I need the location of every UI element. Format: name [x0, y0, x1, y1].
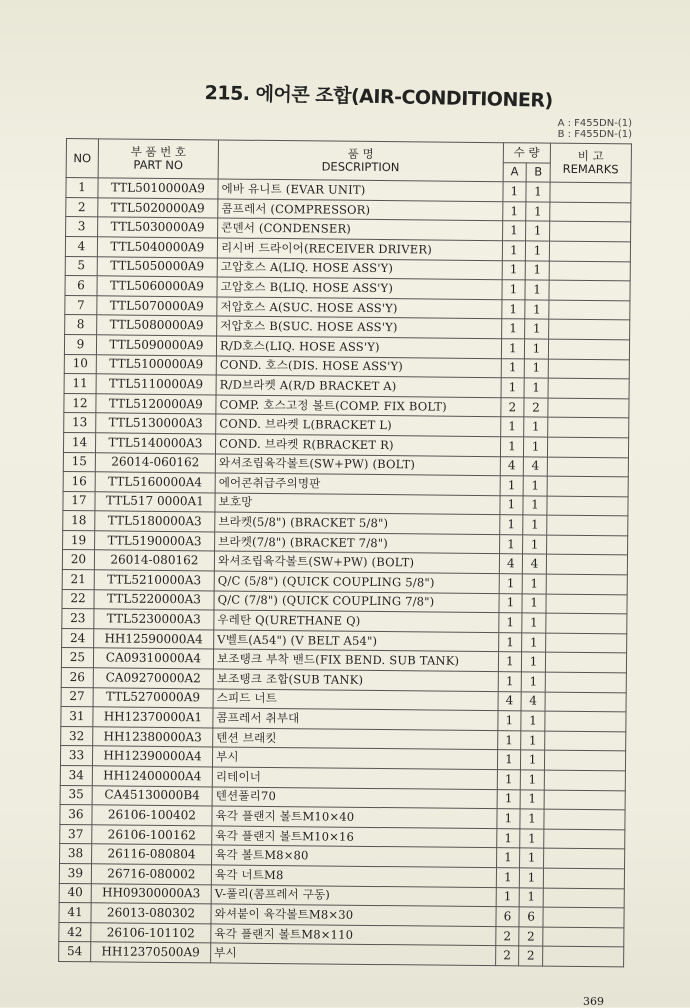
row-qty-b: 1 [520, 848, 544, 868]
row-remarks [547, 437, 628, 457]
row-part-no: 26116-080804 [91, 844, 211, 865]
row-qty-b: 1 [522, 574, 546, 594]
row-remarks [548, 398, 629, 418]
row-no: 2 [66, 197, 98, 217]
row-qty-b: 1 [522, 613, 546, 633]
row-description: 브라켓(5/8") (BRACKET 5/8") [215, 512, 500, 534]
row-no: 42 [59, 922, 91, 942]
row-qty-a: 1 [497, 711, 521, 731]
row-no: 39 [59, 863, 91, 883]
row-remarks [543, 927, 624, 947]
row-no: 19 [63, 530, 95, 550]
row-no: 14 [63, 432, 95, 452]
row-qty-b: 2 [524, 398, 548, 418]
row-remarks [546, 594, 627, 614]
row-qty-b: 1 [526, 202, 550, 222]
row-no: 23 [62, 609, 94, 629]
row-no: 54 [59, 942, 91, 962]
row-description: 육각 플랜지 볼트M10×16 [212, 826, 497, 848]
row-qty-a: 1 [496, 848, 520, 868]
row-no: 7 [65, 295, 97, 315]
row-description: 저압호스 B(SUC. HOSE ASS'Y) [217, 316, 502, 338]
row-qty-b: 1 [523, 496, 547, 516]
row-remarks [544, 770, 625, 790]
row-qty-a: 1 [502, 201, 526, 221]
row-no: 4 [65, 236, 97, 256]
row-qty-a: 1 [500, 417, 524, 437]
row-qty-a: 1 [496, 887, 520, 907]
row-remarks [545, 633, 626, 653]
row-part-no: CA09310000A4 [93, 648, 213, 669]
row-description: COND. 브라켓 L(BRACKET L) [216, 414, 501, 436]
row-part-no: TTL5110000A9 [96, 374, 216, 395]
row-remarks [546, 535, 627, 555]
row-part-no: HH12400000A4 [92, 766, 212, 787]
row-qty-b: 2 [519, 946, 543, 966]
row-no: 27 [61, 687, 93, 707]
row-description: 저압호스 A(SUC. HOSE ASS'Y) [217, 297, 502, 319]
row-no: 37 [60, 824, 92, 844]
row-no: 5 [65, 256, 97, 276]
row-part-no: TTL5080000A9 [96, 315, 216, 336]
row-qty-a: 1 [501, 339, 525, 359]
row-qty-b: 1 [522, 652, 546, 672]
row-description: 콘덴서 (CONDENSER) [218, 218, 503, 240]
header-qty-a: A [503, 162, 527, 182]
row-description: V벨트(A54") (V BELT A54") [214, 630, 499, 652]
row-part-no: CA09270000A2 [93, 668, 213, 689]
row-part-no: 26013-080302 [91, 903, 211, 924]
row-part-no: 26106-101102 [91, 923, 211, 944]
header-part-en: PART NO [133, 157, 184, 173]
row-remarks [545, 672, 626, 692]
row-no: 32 [61, 726, 93, 746]
row-description: V-풀리(콤프레서 구동) [211, 884, 496, 906]
row-remarks [542, 946, 623, 966]
row-description: 와셔조립육각볼트(SW+PW) (BOLT) [215, 453, 500, 475]
header-qty [503, 143, 550, 163]
row-qty-a: 1 [496, 868, 520, 888]
row-part-no: TTL5060000A9 [97, 276, 217, 297]
row-description: 보호망 [215, 493, 500, 515]
row-qty-b: 1 [520, 868, 544, 888]
row-qty-a: 1 [498, 652, 522, 672]
row-part-no: 26716-080002 [91, 864, 211, 885]
row-remarks [543, 907, 624, 927]
row-remarks [547, 417, 628, 437]
page-title: 215. 에어콘 조합(AIR-CONDITIONER) [204, 81, 553, 112]
row-qty-b: 1 [524, 417, 548, 437]
row-no: 41 [59, 903, 91, 923]
row-qty-b: 1 [525, 260, 549, 280]
header-desc [218, 140, 503, 182]
row-description: R/D브라켓 A(R/D BRACKET A) [216, 375, 501, 397]
row-part-no: TTL5210000A3 [94, 570, 214, 591]
row-qty-a: 4 [500, 456, 524, 476]
row-qty-b: 1 [521, 711, 545, 731]
row-remarks [544, 751, 625, 771]
row-part-no: TTL5130000A3 [96, 413, 216, 434]
row-qty-a: 1 [498, 613, 522, 633]
row-description: 우레탄 Q(URETHANE Q) [214, 610, 499, 632]
row-part-no: TTL5180000A3 [95, 511, 215, 532]
row-description: Q/C (5/8") (QUICK COUPLING 5/8") [214, 571, 499, 593]
row-remarks [544, 731, 625, 751]
row-qty-a: 1 [502, 182, 526, 202]
row-no: 18 [63, 511, 95, 531]
row-no: 31 [61, 707, 93, 727]
row-qty-a: 1 [500, 437, 524, 457]
row-qty-a: 6 [496, 907, 520, 927]
row-qty-a: 4 [499, 554, 523, 574]
row-description: 와셔조립육각볼트(SW+PW) (BOLT) [214, 551, 499, 573]
row-qty-a: 1 [501, 319, 525, 339]
header-qty-b: B [526, 163, 550, 183]
row-description: 육각 플랜지 볼트M8×110 [211, 924, 496, 946]
table-row [59, 942, 624, 967]
row-part-no: TTL5070000A9 [97, 296, 217, 317]
row-qty-a: 1 [500, 476, 524, 496]
row-remarks [546, 574, 627, 594]
row-remarks [547, 515, 628, 535]
row-qty-b: 1 [520, 809, 544, 829]
row-part-no: TTL517 0000A1 [95, 491, 215, 512]
row-description: 고압호스 A(LIQ. HOSE ASS'Y) [217, 258, 502, 280]
row-no: 3 [66, 217, 98, 237]
row-qty-b: 1 [525, 280, 549, 300]
row-no: 16 [63, 472, 95, 492]
row-qty-b: 1 [522, 594, 546, 614]
row-no: 40 [59, 883, 91, 903]
row-remarks [547, 457, 628, 477]
row-qty-a: 1 [502, 221, 526, 241]
row-no: 8 [65, 315, 97, 335]
row-qty-b: 4 [521, 692, 545, 712]
row-qty-a: 1 [502, 241, 526, 261]
row-qty-a: 1 [499, 574, 523, 594]
row-description: 보조탱크 부착 밴드(FIX BEND. SUB TANK) [213, 649, 498, 671]
row-part-no: TTL5270000A9 [93, 687, 213, 708]
row-description: 육각 플랜지 볼트M10×40 [212, 806, 497, 828]
row-no: 22 [62, 589, 94, 609]
row-description: 육각 너트M8 [211, 865, 496, 887]
row-no: 15 [63, 452, 95, 472]
row-part-no: CA45130000B4 [92, 785, 212, 806]
row-remarks [543, 848, 624, 868]
row-qty-b: 1 [519, 887, 543, 907]
legend-a: A : F455DN-(1) [557, 118, 632, 129]
row-part-no: TTL5100000A9 [96, 354, 216, 375]
row-remarks [546, 613, 627, 633]
row-remarks [544, 829, 625, 849]
row-remarks [543, 868, 624, 888]
row-no: 17 [63, 491, 95, 511]
row-part-no: TTL5220000A3 [94, 589, 214, 610]
row-no: 34 [60, 765, 92, 785]
row-qty-b: 1 [525, 339, 549, 359]
row-qty-b: 1 [520, 789, 544, 809]
row-remarks [549, 241, 630, 261]
row-qty-a: 1 [499, 515, 523, 535]
row-qty-a: 1 [499, 593, 523, 613]
row-qty-b: 4 [523, 456, 547, 476]
row-qty-b: 1 [525, 300, 549, 320]
row-no: 10 [64, 354, 96, 374]
row-no: 9 [64, 334, 96, 354]
legend-b: B : F455DN-(1) [557, 129, 632, 140]
row-qty-a: 1 [497, 789, 521, 809]
header-remarks-ko: 비 고 [577, 149, 604, 164]
row-qty-b: 1 [526, 182, 550, 202]
row-qty-a: 1 [501, 299, 525, 319]
row-no: 13 [64, 413, 96, 433]
row-remarks [550, 202, 631, 222]
row-no: 11 [64, 374, 96, 394]
row-qty-b: 1 [523, 476, 547, 496]
row-qty-b: 1 [523, 515, 547, 535]
row-qty-b: 1 [524, 378, 548, 398]
row-qty-a: 2 [495, 946, 519, 966]
parts-table-body [59, 178, 631, 967]
row-part-no: TTL5190000A3 [94, 531, 214, 552]
row-qty-b: 1 [526, 221, 550, 241]
row-remarks [549, 222, 630, 242]
row-qty-b: 1 [521, 750, 545, 770]
row-qty-a: 1 [499, 535, 523, 555]
row-description: 스피드 너트 [213, 689, 498, 711]
row-qty-a: 1 [499, 495, 523, 515]
header-remarks-en: REMARKS [562, 161, 619, 177]
row-qty-b: 6 [519, 907, 543, 927]
row-qty-a: 1 [501, 378, 525, 398]
row-qty-a: 1 [497, 750, 521, 770]
row-qty-b: 1 [520, 829, 544, 849]
header-no-label: NO [73, 150, 92, 165]
row-qty-a: 4 [498, 691, 522, 711]
row-qty-a: 2 [500, 397, 524, 417]
row-remarks [549, 300, 630, 320]
row-qty-a: 1 [501, 358, 525, 378]
header-part [98, 139, 219, 179]
row-remarks [550, 182, 631, 202]
row-description: 콤프레서 취부대 [213, 708, 498, 730]
row-remarks [548, 319, 629, 339]
row-part-no: HH09300000A3 [91, 883, 211, 904]
row-remarks [544, 790, 625, 810]
row-qty-b: 1 [523, 535, 547, 555]
row-part-no: TTL5030000A9 [97, 217, 217, 238]
row-qty-b: 1 [521, 672, 545, 692]
header-part-ko: 부 품 번 호 [130, 144, 187, 160]
row-part-no: TTL5050000A9 [97, 256, 217, 277]
row-description: COMP. 호스고정 볼트(COMP. FIX BOLT) [216, 395, 501, 417]
row-no: 24 [62, 628, 94, 648]
row-qty-a: 1 [496, 828, 520, 848]
header-remarks [550, 143, 632, 183]
row-part-no: 26014-080162 [94, 550, 214, 571]
row-no: 36 [60, 805, 92, 825]
row-qty-b: 1 [525, 319, 549, 339]
row-qty-b: 1 [522, 633, 546, 653]
row-description: 콤프레서 (COMPRESSOR) [218, 199, 503, 221]
row-part-no: HH12590000A4 [93, 629, 213, 650]
row-part-no: HH12370000A1 [93, 707, 213, 728]
row-remarks [543, 888, 624, 908]
row-part-no: HH12380000A3 [93, 727, 213, 748]
row-remarks [545, 711, 626, 731]
row-no: 1 [66, 178, 98, 198]
row-remarks [549, 280, 630, 300]
parts-table [58, 138, 632, 967]
row-remarks [548, 378, 629, 398]
row-qty-a: 1 [502, 260, 526, 280]
row-description: 에바 유니트 (EVAR UNIT) [218, 179, 503, 201]
row-remarks [544, 809, 625, 829]
model-legend [558, 118, 632, 140]
page-number: 369 [583, 995, 604, 1008]
row-no: 20 [62, 550, 94, 570]
row-description: 리시버 드라이어(RECEIVER DRIVER) [217, 238, 502, 260]
row-qty-a: 1 [502, 280, 526, 300]
row-qty-b: 4 [523, 554, 547, 574]
header-desc-en: DESCRIPTION [321, 159, 400, 175]
row-description: Q/C (7/8") (QUICK COUPLING 7/8") [214, 591, 499, 613]
row-description: COND. 호스(DIS. HOSE ASS'Y) [216, 355, 501, 377]
row-part-no: TTL5010000A9 [98, 178, 218, 199]
row-no: 33 [60, 746, 92, 766]
row-description: 부시 [213, 747, 498, 769]
row-qty-a: 1 [498, 672, 522, 692]
row-remarks [545, 692, 626, 712]
row-remarks [546, 555, 627, 575]
row-qty-b: 1 [521, 731, 545, 751]
row-description: R/D호스(LIQ. HOSE ASS'Y) [216, 336, 501, 358]
row-description: 고압호스 B(LIQ. HOSE ASS'Y) [217, 277, 502, 299]
row-qty-b: 1 [524, 358, 548, 378]
row-no: 6 [65, 276, 97, 296]
row-remarks [548, 359, 629, 379]
row-qty-b: 1 [524, 437, 548, 457]
row-part-no: HH12390000A4 [92, 746, 212, 767]
row-description: 텐션 브래킷 [213, 728, 498, 750]
row-qty-a: 2 [495, 926, 519, 946]
row-remarks [547, 476, 628, 496]
header-desc-ko: 품 명 [347, 146, 374, 162]
row-part-no: TTL5090000A9 [96, 335, 216, 356]
row-description: 부시 [211, 943, 496, 965]
row-no: 21 [62, 570, 94, 590]
row-qty-a: 1 [497, 730, 521, 750]
row-no: 35 [60, 785, 92, 805]
row-part-no: TTL5040000A9 [97, 237, 217, 258]
row-qty-a: 1 [497, 770, 521, 790]
row-part-no: 26106-100162 [92, 825, 212, 846]
row-part-no: 26014-060162 [95, 452, 215, 473]
row-no: 12 [64, 393, 96, 413]
row-description: 텐션풀리70 [212, 787, 497, 809]
row-part-no: HH12370500A9 [90, 942, 210, 963]
row-qty-a: 1 [498, 633, 522, 653]
row-description: 와셔붙이 육각볼트M8×30 [211, 904, 496, 926]
row-no: 25 [61, 648, 93, 668]
row-description: 브라켓(7/8") (BRACKET 7/8") [215, 532, 500, 554]
row-remarks [549, 261, 630, 281]
row-description: COND. 브라켓 R(BRACKET R) [216, 434, 501, 456]
row-description: 보조탱크 조합(SUB TANK) [213, 669, 498, 691]
row-remarks [545, 653, 626, 673]
row-qty-a: 1 [496, 809, 520, 829]
row-part-no: TTL5020000A9 [98, 198, 218, 219]
row-part-no: 26106-100402 [92, 805, 212, 826]
row-part-no: TTL5120000A9 [96, 394, 216, 415]
header-qty-label: 수 량 [513, 145, 540, 160]
row-description: 리테이너 [212, 767, 497, 789]
row-part-no: TTL5140000A3 [95, 433, 215, 454]
row-qty-b: 1 [520, 770, 544, 790]
row-no: 38 [60, 844, 92, 864]
header-no [66, 139, 98, 178]
row-description: 육각 볼트M8×80 [212, 845, 497, 867]
row-no: 26 [61, 668, 93, 688]
row-remarks [548, 339, 629, 359]
row-part-no: TTL5160000A4 [95, 472, 215, 493]
row-remarks [547, 496, 628, 516]
row-qty-b: 2 [519, 927, 543, 947]
row-part-no: TTL5230000A3 [94, 609, 214, 630]
row-qty-b: 1 [526, 241, 550, 261]
row-description: 에어콘취급주의명판 [215, 473, 500, 495]
